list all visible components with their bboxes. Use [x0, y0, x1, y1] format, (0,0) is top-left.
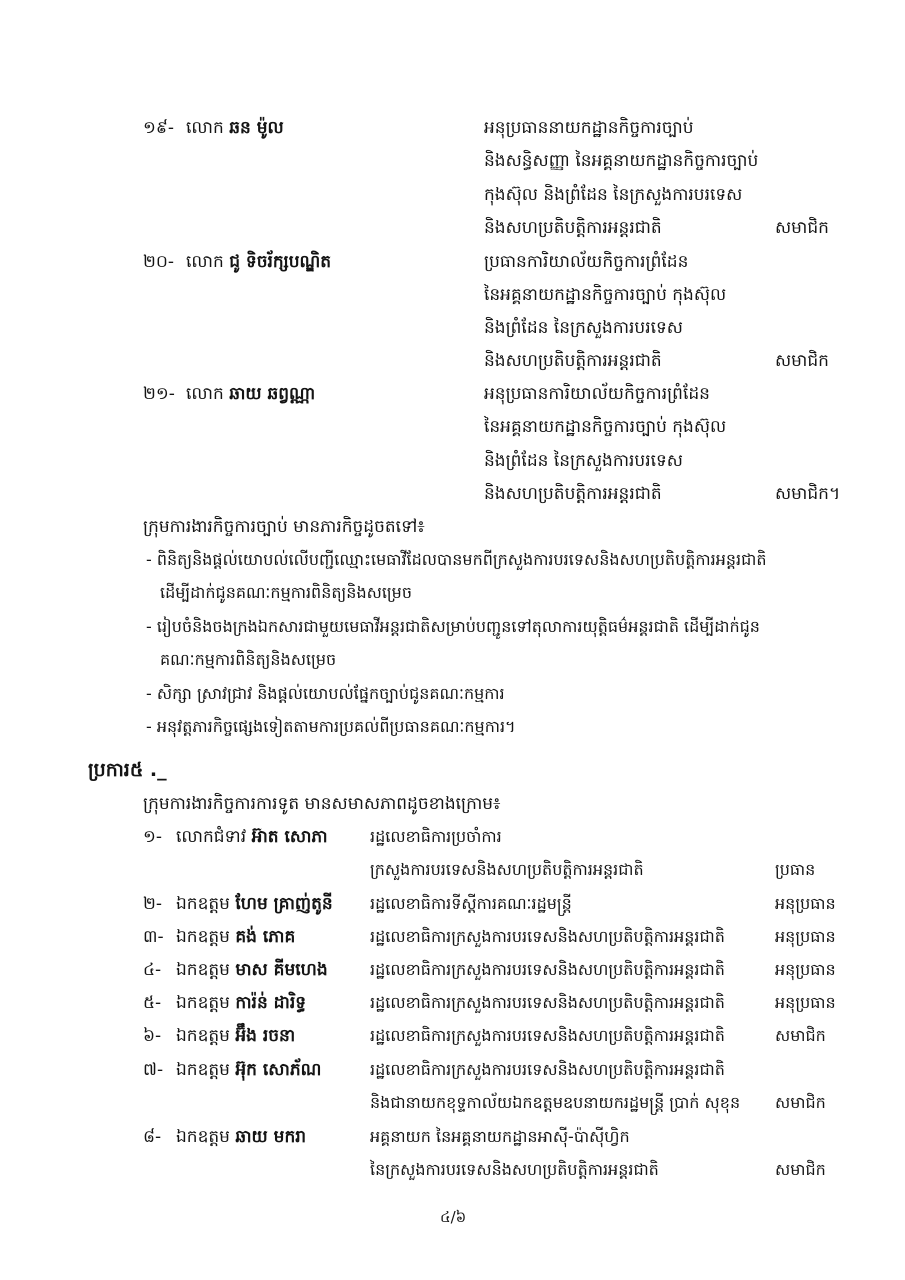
member-title-line: រដ្ឋលេខាធិការក្រសួងការបរទេសនិងសហប្រតិបត្តិការអន្តរជាតិ [370, 960, 725, 979]
member-name: លោក ជូ ទិចរ័ក្សបណ្ឌិត [186, 252, 332, 272]
member-title-line: នៃអគ្គនាយកដ្ឋានកិច្ចការច្បាប់ កុងស៊ុល [484, 417, 727, 437]
member-number: ២១- [143, 384, 175, 404]
member-title-line: និងសន្ធិសញ្ញា នៃអគ្គនាយកដ្ឋានកិច្ចការច្បាប់ [484, 151, 759, 171]
member-role: ប្រធាន [775, 860, 816, 879]
member-title-line: អនុប្រធានការិយាល័យកិច្ចការព្រំដែន [484, 384, 710, 404]
member-role: អនុប្រធាន [775, 927, 836, 946]
member-name: ឯកឧត្តម ការ៉ន់ ដារិទ្ធ [176, 993, 307, 1013]
duty-item: - រៀបចំនិងចងក្រងឯកសារជាមួយមេធាវីអន្តរជាតិសម្រាប់បញ្ជូនទៅតុលាការយុត្តិធម៌អន្តរជាតិ ដើម្បីដាក់ជូន [146, 617, 760, 636]
member-title-line: នៃក្រសួងការបរទេសនិងសហប្រតិបត្តិការអន្តរជាតិ [370, 1160, 659, 1179]
member-role: អនុប្រធាន [775, 894, 836, 913]
member-name: ឯកឧត្តម ហែម គ្រាញ់តូនី [176, 894, 333, 914]
member-role: សមាជិក [775, 1026, 826, 1045]
member-role: សមាជិក [775, 218, 829, 238]
duty-item-continued: គណៈកម្មការពិនិត្យនិងសម្រេច [160, 650, 337, 669]
member-title-line: រដ្ឋលេខាធិការប្រចាំការ [370, 827, 502, 846]
member-name: លោក ឆន ម៉ូល [186, 118, 284, 138]
member-name: លោក ឆាយ ឆព្វណ្ណា [186, 384, 316, 404]
member-title-line: រដ្ឋលេខាធិការក្រសួងការបរទេសនិងសហប្រតិបត្តិការអន្តរជាតិ [370, 1026, 725, 1045]
member-title-line: អគ្គនាយក នៃអគ្គនាយកដ្ឋានអាស៊ី-ប៉ាស៊ីហ្វិក [370, 1127, 630, 1146]
member-number: ៤- [143, 960, 162, 980]
member-title-line: និងសហប្រតិបត្តិការអន្តរជាតិ [484, 351, 662, 371]
duty-item: - អនុវត្តភារកិច្ចផ្សេងទៀតតាមការប្រគល់ពីប្រធានគណៈកម្មការ។ [146, 717, 516, 736]
member-name: ឯកឧត្តម គង់ ភោគ [176, 927, 296, 947]
member-title-line: នៃអគ្គនាយកដ្ឋានកិច្ចការច្បាប់ កុងស៊ុល [484, 285, 727, 305]
member-title-line: និងសហប្រតិបត្តិការអន្តរជាតិ [484, 484, 662, 504]
member-name: ឯកឧត្តម អ៊ុក សោភ័ណ [176, 1060, 322, 1080]
member-title-line: និងជានាយកខុទ្ទកាល័យឯកឧត្តមឧបនាយករដ្ឋមន្ត្រី ប្រាក់ សុខុន [370, 1093, 741, 1112]
member-title-line: អនុប្រធាននាយកដ្ឋានកិច្ចការច្បាប់ [484, 118, 694, 138]
member-title-line: រដ្ឋលេខាធិការទីស្តីការគណៈរដ្ឋមន្ត្រី [370, 894, 572, 913]
article-intro: ក្រុមការងារកិច្ចការការទូត មានសមាសភាពដូចខាងក្រោម៖ [143, 794, 501, 814]
member-title-line: និងសហប្រតិបត្តិការអន្តរជាតិ [484, 218, 662, 238]
member-number: ១- [143, 827, 163, 847]
member-title-line: រដ្ឋលេខាធិការក្រសួងការបរទេសនិងសហប្រតិបត្តិការអន្តរជាតិ [370, 993, 725, 1012]
member-number: ៣- [143, 927, 164, 947]
member-number: ៦- [143, 1026, 162, 1046]
page-number: ៤/៦ [440, 1208, 467, 1226]
member-role: សមាជិក [775, 1093, 826, 1112]
duty-item: - ពិនិត្យនិងផ្តល់យោបល់លើបញ្ជីឈ្មោះមេធាវីដែលបានមកពីក្រសួងការបរទេសនិងសហប្រតិបត្តិការអន្តរជាតិ [146, 550, 767, 569]
member-title-line: រដ្ឋលេខាធិការក្រសួងការបរទេសនិងសហប្រតិបត្តិការអន្តរជាតិ [370, 927, 725, 946]
member-role: សមាជិក។ [775, 484, 841, 504]
member-role: អនុប្រធាន [775, 960, 836, 979]
member-name: លោកជំទាវ អ៊ាត សោភា [176, 827, 328, 847]
member-name: ឯកឧត្តម ឆាយ មករា [176, 1127, 307, 1147]
member-title-line: ក្រសួងការបរទេសនិងសហប្រតិបត្តិការអន្តរជាតិ [370, 860, 644, 879]
member-title-line: ប្រធានការិយាល័យកិច្ចការព្រំដែន [484, 252, 689, 272]
member-title-line: និងព្រំដែន នៃក្រសួងការបរទេស [484, 451, 683, 471]
duties-intro: ក្រុមការងារកិច្ចការច្បាប់ មានភារកិច្ចដូចតទៅ៖ [143, 517, 425, 537]
duty-item-continued: ដើម្បីដាក់ជូនគណៈកម្មការពិនិត្យនិងសម្រេច [160, 583, 412, 602]
duty-item: - សិក្សា ស្រាវជ្រាវ និងផ្តល់យោបល់ផ្នែកច្បាប់ជូនគណៈកម្មការ [146, 684, 505, 703]
member-number: ៨- [143, 1127, 162, 1147]
member-name: ឯកឧត្តម មាស គីមហេង [176, 960, 328, 980]
member-number: ១៩- [143, 118, 175, 138]
member-number: ៧- [143, 1060, 164, 1080]
member-title-line: រដ្ឋលេខាធិការក្រសួងការបរទេសនិងសហប្រតិបត្តិការអន្តរជាតិ [370, 1060, 725, 1079]
member-role: អនុប្រធាន [775, 993, 836, 1012]
member-title-line: និងព្រំដែន នៃក្រសួងការបរទេស [484, 318, 683, 338]
article-heading: ប្រការ៥ ._ [88, 759, 167, 781]
member-number: ២០- [143, 252, 175, 272]
member-number: ២- [143, 894, 163, 914]
member-role: សមាជិក [775, 1160, 826, 1179]
member-title-line: កុងស៊ុល និងព្រំដែន នៃក្រសួងការបរទេស [484, 185, 743, 205]
member-number: ៥- [143, 993, 162, 1013]
member-name: ឯកឧត្តម អ៊ឹង រចនា [176, 1026, 296, 1046]
member-role: សមាជិក [775, 351, 829, 371]
